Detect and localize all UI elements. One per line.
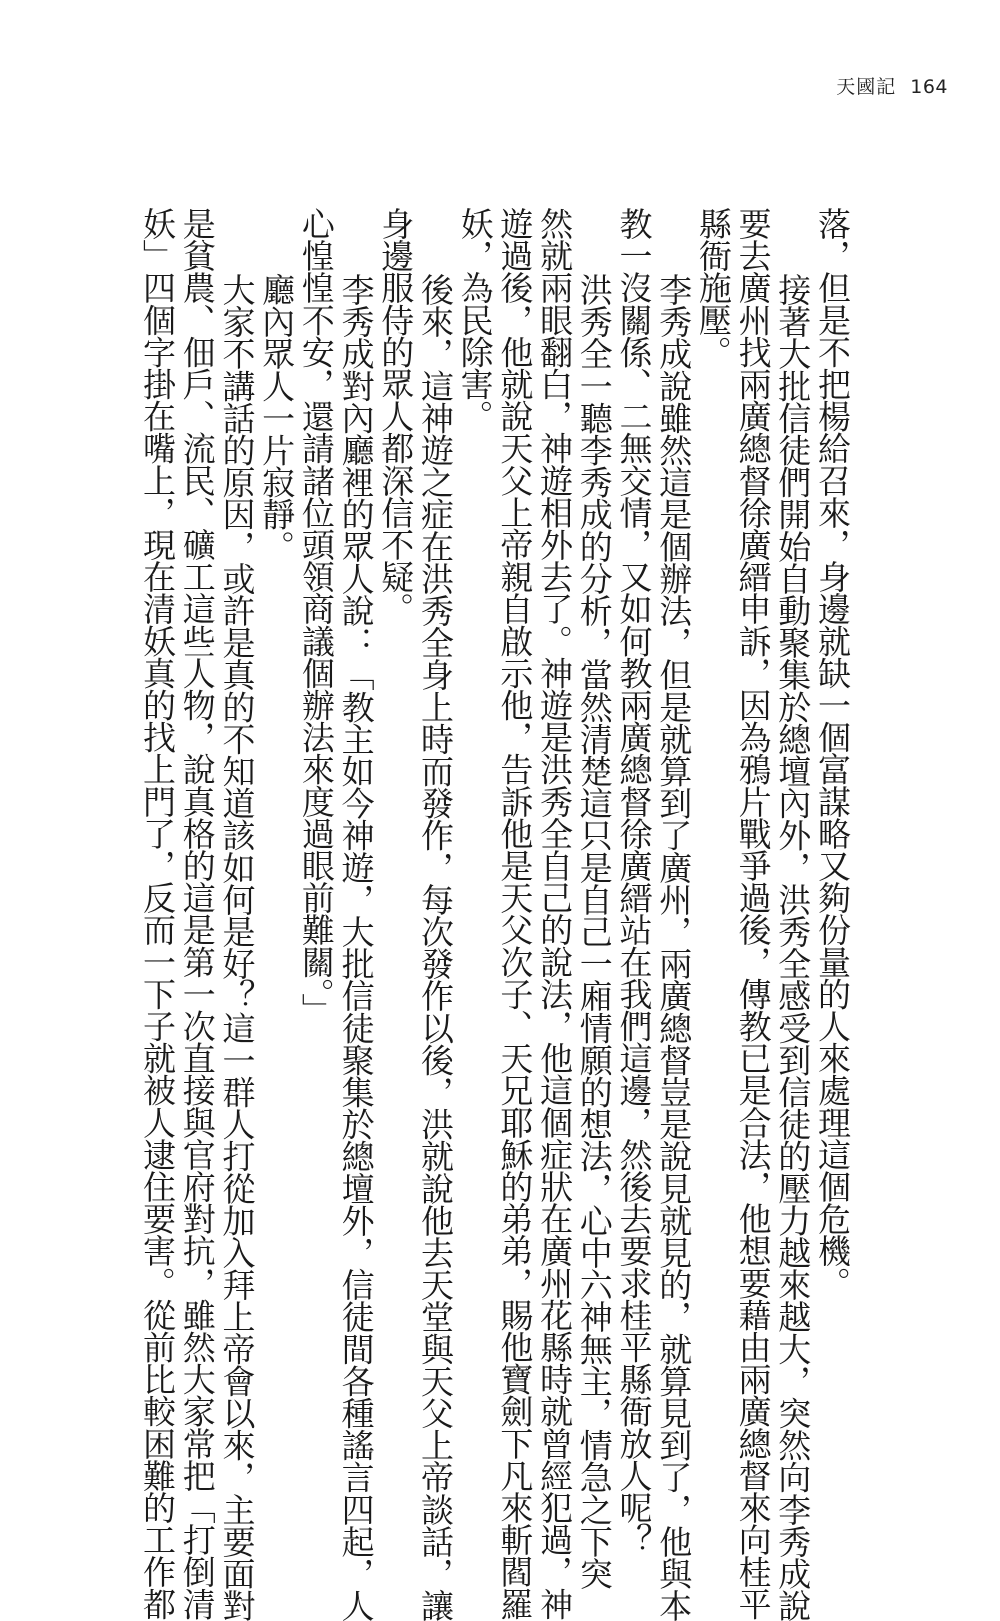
text-line: 廳內眾人一片寂靜。: [257, 273, 297, 562]
text-line: 李秀成說雖然這是個辦法，但是就算到了廣州，兩廣總督豈是說見就見的，就算見到了，他與本: [654, 273, 694, 1621]
text-line: 要去廣州找兩廣總督徐廣縉申訴，因為鴉片戰爭過後，傳教已是合法，他想要藉由兩廣總督來向桂平: [733, 207, 773, 1620]
text-line: 後來，這神遊之症在洪秀全身上時而發作，每次發作以後，洪就說他去天堂與天父上帝談話，讓: [415, 273, 455, 1621]
text-line: 接著大批信徒們開始自動聚集於總壇內外，洪秀全感受到信徒的壓力越來越大，突然向李秀成說: [773, 273, 813, 1621]
text-line: 教一沒關係、二無交情，又如何教兩廣總督徐廣縉站在我們這邊，然後去要求桂平縣衙放人呢？: [614, 207, 654, 1556]
text-line: 然就兩眼翻白，神遊相外去了。神遊是洪秀全自己的說法，他這個症狀在廣州花縣時就曾經犯過，神: [535, 207, 575, 1620]
text-line: 落，但是不把楊給召來，身邊就缺一個富謀略又夠份量的人來處理這個危機。: [813, 207, 852, 1299]
text-line: 大家不講話的原因，或許是真的不知道該如何是好？這一群人打從加入拜上帝會以來，主要面對: [217, 273, 257, 1621]
text-line: 李秀成對內廳裡的眾人說：「教主如今神遊，大批信徒聚集於總壇外，信徒間各種謠言四起，人: [336, 273, 376, 1621]
page-number: 164: [910, 76, 948, 98]
text-line: 遊過後，他就說天父上帝親自啟示他，告訴他是天父次子、天兄耶穌的弟弟，賜他寶劍下凡來斬閻羅: [495, 207, 535, 1620]
vertical-body-text: [137, 207, 852, 1621]
text-line: 洪秀全一聽李秀成的分析，當然清楚這只是自己一廂情願的想法，心中六神無主，情急之下突: [574, 273, 614, 1590]
text-line: 心惶惶不安，還請諸位頭領商議個辦法來度過眼前難關。」: [296, 207, 336, 1026]
book-title: 天國記: [836, 76, 897, 98]
text-line: 妖」四個字掛在嘴上，現在清妖真的找上門了，反而一下子就被人逮住要害。從前比較困難的工作都: [138, 207, 178, 1620]
running-header: [836, 72, 948, 99]
text-line: 身邊服侍的眾人都深信不疑。: [376, 207, 416, 625]
text-line: 是貧農、佃戶、流民、礦工這些人物，說真格的這是第一次直接與官府對抗，雖然大家常把「打倒清: [177, 207, 217, 1620]
text-line: 縣衙施壓。: [693, 207, 733, 368]
text-line: 妖，為民除害。: [455, 207, 495, 432]
